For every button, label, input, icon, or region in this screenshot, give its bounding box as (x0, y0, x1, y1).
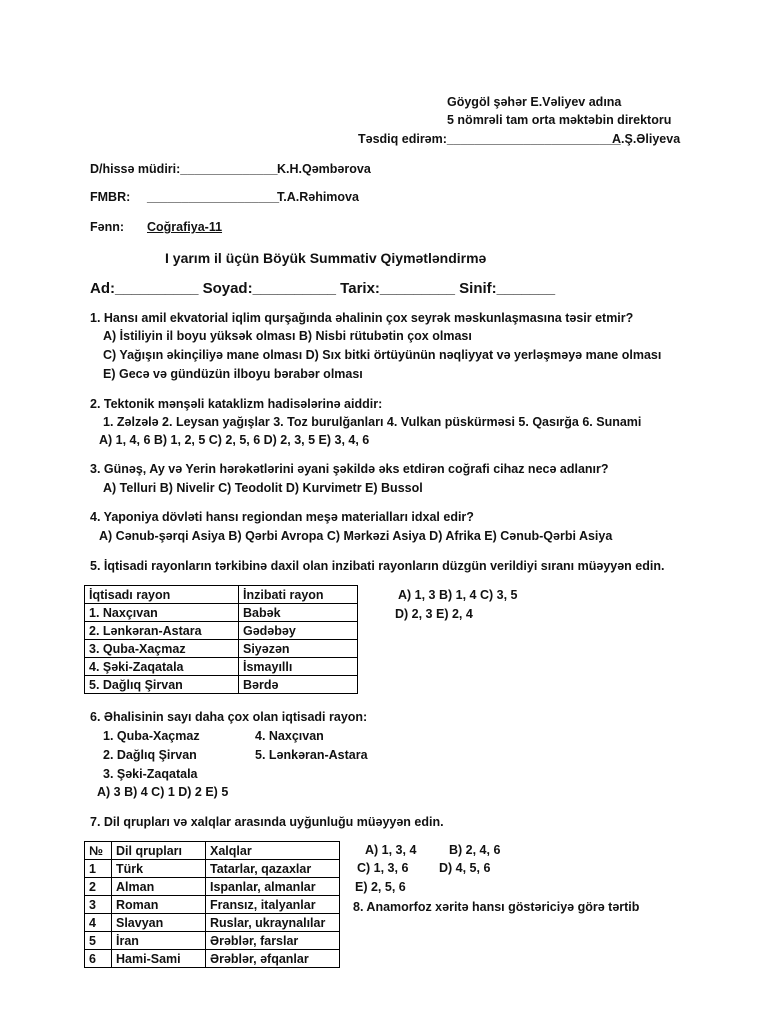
table-cell: Ərəblər, farslar (206, 932, 340, 950)
approve-label: Təsdiq edirəm:_________________________ (358, 132, 621, 146)
table-cell: Ispanlar, almanlar (206, 878, 340, 896)
deputy-label: D/hissə müdiri:______________ (90, 162, 278, 176)
q2-options: A) 1, 4, 6 B) 1, 2, 5 C) 2, 5, 6 D) 2, 3, 5 E) 3, 4, 6 (99, 433, 370, 447)
table-header-cell: İqtisadı rayon (85, 586, 239, 604)
q7-option-c: C) 1, 3, 6 (357, 861, 409, 875)
table-cell: Alman (112, 878, 206, 896)
table-cell: 4. Şəki-Zaqatala (85, 658, 239, 676)
q6-item-4: 4. Naxçıvan (255, 729, 324, 743)
table-row (85, 658, 358, 676)
q5-question: 5. İqtisadi rayonların tərkibinə daxil olan inzibati rayonların düzgün verildiyi sıranı müəyyən edin. (90, 559, 665, 573)
table-row (85, 604, 358, 622)
q6-item-5: 5. Lənkəran-Astara (255, 748, 368, 762)
q5-table (84, 585, 358, 694)
table-cell: Babək (239, 604, 358, 622)
q3-question: 3. Günəş, Ay və Yerin hərəkətlərini əyani şəkildə əks etdirən coğrafi cihaz necə adlanır? (90, 462, 609, 476)
table-cell: 1. Naxçıvan (85, 604, 239, 622)
table-cell: 6 (85, 950, 112, 968)
table-cell: 1 (85, 860, 112, 878)
table-cell: 2 (85, 878, 112, 896)
table-cell: 4 (85, 914, 112, 932)
table-header-row (85, 586, 358, 604)
q8-question: 8. Anamorfoz xəritə hansı göstəriciyə görə tərtib (353, 900, 640, 914)
q6-question: 6. Əhalisinin sayı daha çox olan iqtisadi rayon: (90, 710, 368, 724)
fmbr-name: T.A.Rəhimova (277, 190, 359, 204)
subject-label: Fənn: (90, 220, 125, 234)
table-cell: İran (112, 932, 206, 950)
table-row (85, 676, 358, 694)
q4-question: 4. Yaponiya dövləti hansı regiondan meşə materialları idxal edir? (90, 510, 474, 524)
table-cell: 3 (85, 896, 112, 914)
school-name-line1: Göygöl şəhər E.Vəliyev adına (447, 95, 622, 109)
table-header-cell: Xalqlar (206, 842, 340, 860)
q7-table (84, 841, 340, 968)
q7-option-e: E) 2, 5, 6 (355, 880, 406, 894)
table-row (85, 860, 340, 878)
table-row (85, 914, 340, 932)
q1-options-line1: A) İstiliyin il boyu yüksək olması B) Nisbi rütubətin çox olması (103, 329, 472, 343)
table-cell: Ərəblər, əfqanlar (206, 950, 340, 968)
deputy-name: K.H.Qəmbərova (277, 162, 371, 176)
table-row (85, 932, 340, 950)
table-row (85, 896, 340, 914)
q1-question: 1. Hansı amil ekvatorial iqlim qurşağında əhalinin çox seyrək məskunlaşmasına təsir etmir? (90, 311, 634, 325)
table-cell: Tatarlar, qazaxlar (206, 860, 340, 878)
fmbr-line: ___________________ (147, 190, 280, 204)
school-name-line2: 5 nömrəli tam orta məktəbin direktoru (447, 113, 672, 127)
q6-item-2: 2. Dağlıq Şirvan (103, 748, 197, 762)
q2-question: 2. Tektonik mənşəli kataklizm hadisələrinə aiddir: (90, 397, 383, 411)
table-row (85, 878, 340, 896)
student-fields: Ad:__________ Soyad:__________ Tarix:_________ Sinif:_______ (90, 280, 556, 297)
table-cell: Fransız, italyanlar (206, 896, 340, 914)
table-cell: Hami-Sami (112, 950, 206, 968)
page-title: I yarım il üçün Böyük Summativ Qiymətləndirmə (165, 250, 487, 266)
table-cell: Siyəzən (239, 640, 358, 658)
subject-name: Coğrafiya-11 (147, 220, 223, 234)
q2-items: 1. Zəlzələ 2. Leysan yağışlar 3. Toz burulğanları 4. Vulkan püskürməsi 5. Qasırğa 6. Sunami (103, 415, 642, 429)
table-row (85, 622, 358, 640)
table-cell: 2. Lənkəran-Astara (85, 622, 239, 640)
q6-options: A) 3 B) 4 C) 1 D) 2 E) 5 (97, 785, 229, 799)
q3-options: A) Telluri B) Nivelir C) Teodolit D) Kurvimetr E) Bussol (103, 481, 423, 495)
q6-item-3: 3. Şəki-Zaqatala (103, 767, 198, 781)
table-row (85, 950, 340, 968)
q7-option-b: B) 2, 4, 6 (449, 843, 501, 857)
table-cell: Slavyan (112, 914, 206, 932)
table-cell: Roman (112, 896, 206, 914)
q5-options-line1: A) 1, 3 B) 1, 4 C) 3, 5 (398, 588, 518, 602)
table-cell: Bərdə (239, 676, 358, 694)
q7-option-a: A) 1, 3, 4 (365, 843, 417, 857)
table-cell: 5. Dağlıq Şirvan (85, 676, 239, 694)
q7-option-d: D) 4, 5, 6 (439, 861, 491, 875)
q5-options-line2: D) 2, 3 E) 2, 4 (395, 607, 473, 621)
q4-options: A) Cənub-şərqi Asiya B) Qərbi Avropa C) Mərkəzi Asiya D) Afrika E) Cənub-Qərbi Asiya (99, 529, 613, 543)
table-cell: Ruslar, ukraynalılar (206, 914, 340, 932)
director-name: A.Ş.Əliyeva (612, 132, 681, 146)
table-cell: 3. Quba-Xaçmaz (85, 640, 239, 658)
table-header-cell: Dil qrupları (112, 842, 206, 860)
fmbr-label: FMBR: (90, 190, 131, 204)
q6-item-1: 1. Quba-Xaçmaz (103, 729, 200, 743)
table-header-row (85, 842, 340, 860)
table-cell: Gədəbəy (239, 622, 358, 640)
table-cell: 5 (85, 932, 112, 950)
table-row (85, 640, 358, 658)
table-cell: Türk (112, 860, 206, 878)
table-cell: İsmayıllı (239, 658, 358, 676)
table-header-cell: № (85, 842, 112, 860)
q1-options-line3: E) Gecə və gündüzün ilboyu bərabər olması (103, 367, 363, 381)
q1-options-line2: C) Yağışın əkinçiliyə mane olması D) Sıx bitki örtüyünün nəqliyyat və yerləşməyə mane olması (103, 348, 662, 362)
table-header-cell: İnzibati rayon (239, 586, 358, 604)
q7-question: 7. Dil qrupları və xalqlar arasında uyğunluğu müəyyən edin. (90, 815, 444, 829)
